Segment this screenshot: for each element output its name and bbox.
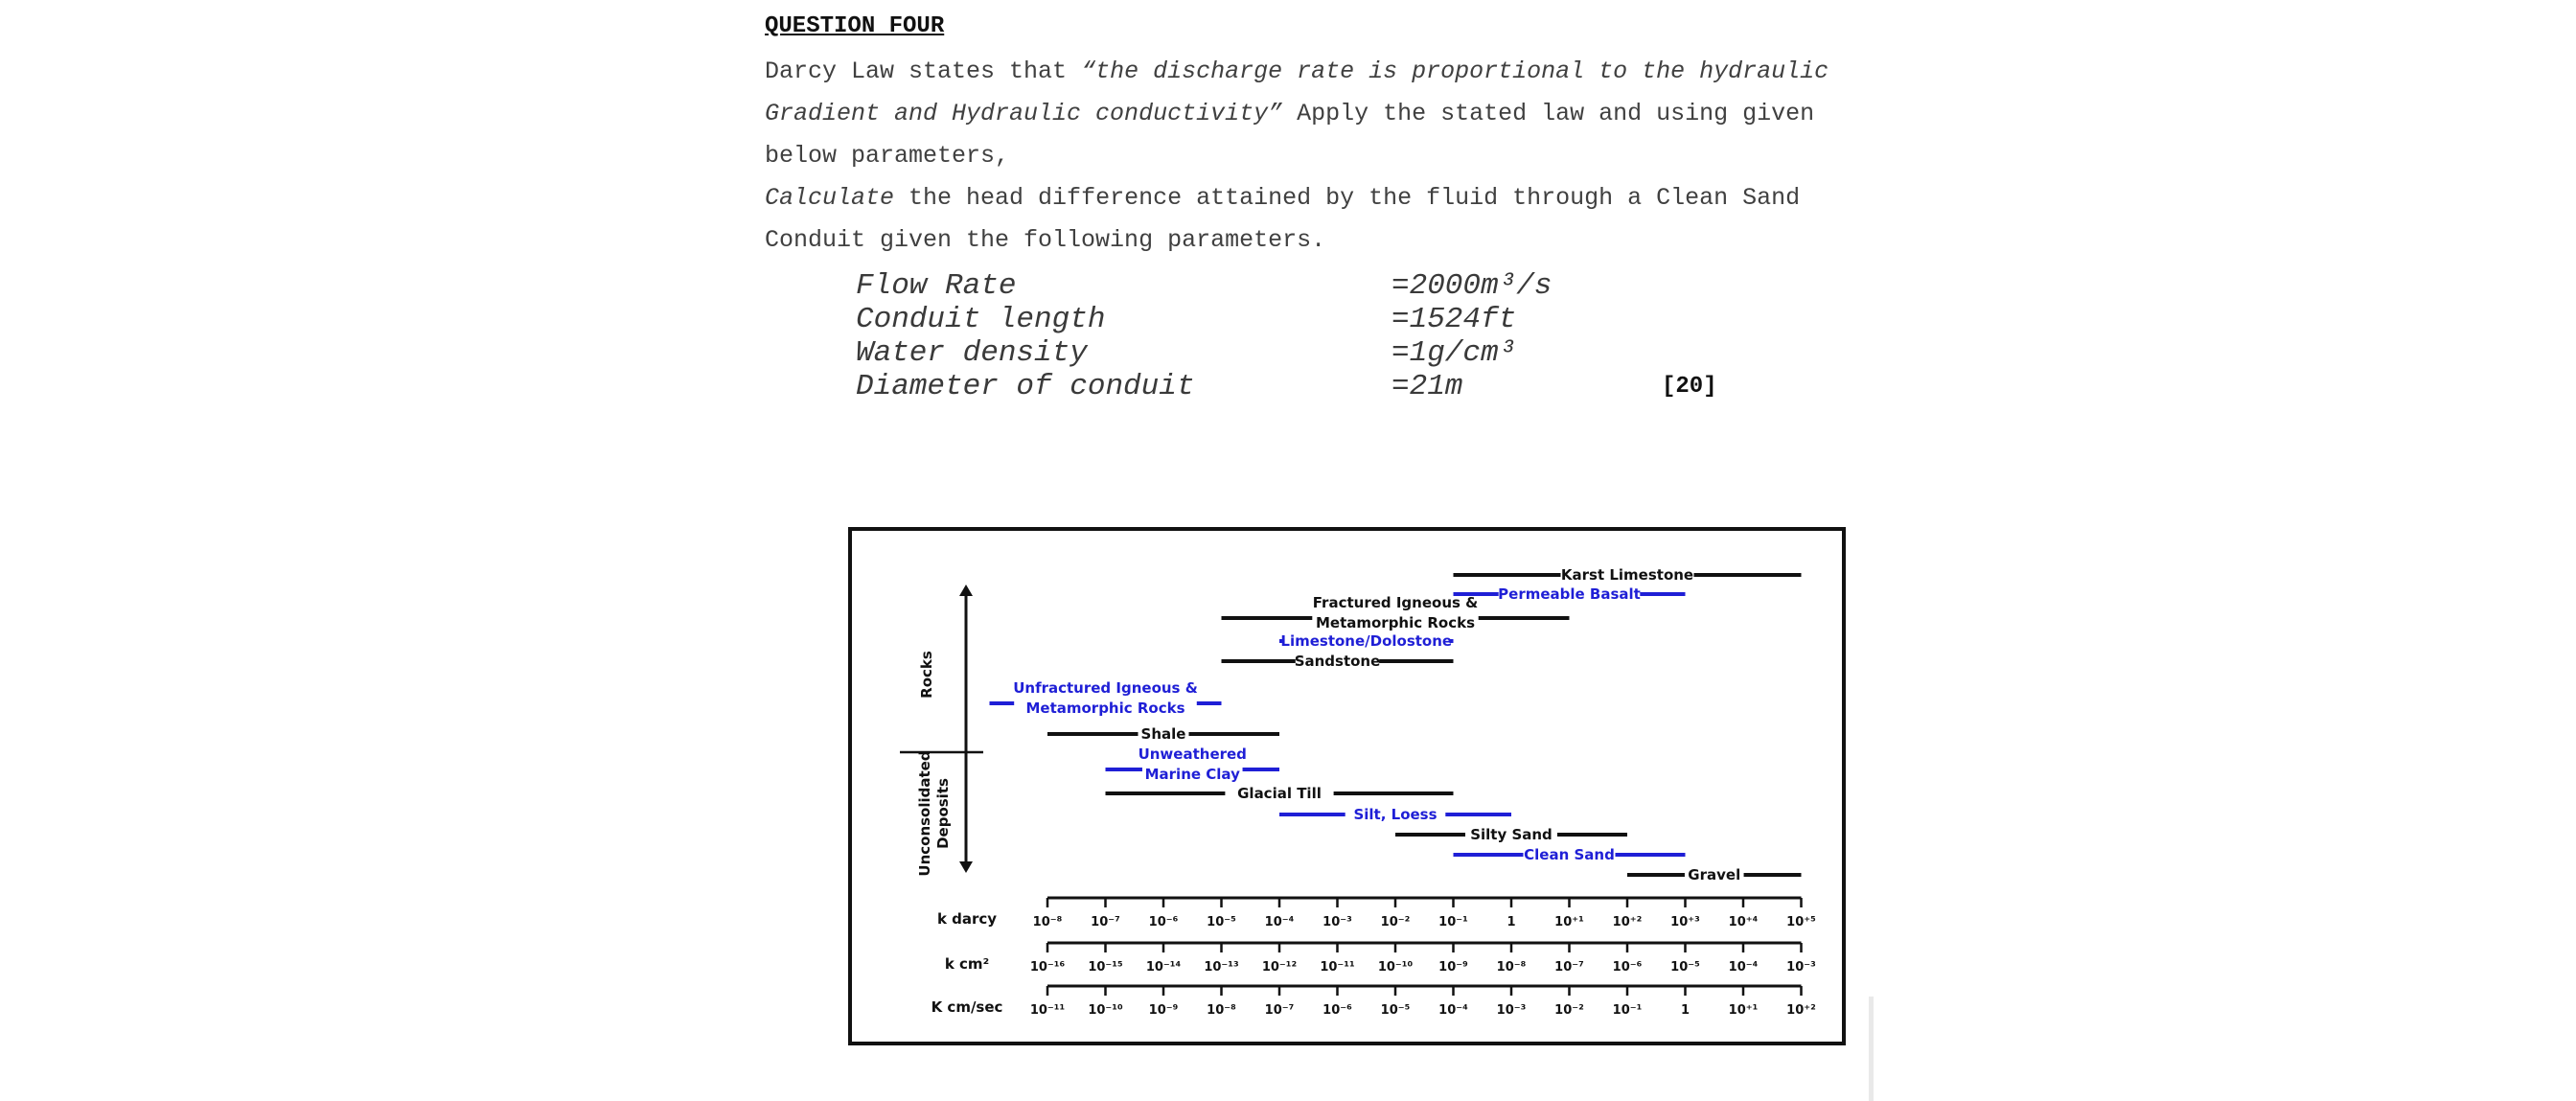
material-silt-loess-label: Silt, Loess <box>1353 806 1438 823</box>
param-label-flow-rate: Flow Rate <box>856 269 1017 303</box>
group-axis-arrow-down <box>959 861 973 873</box>
paragraph-line-5: Conduit given the following parameters. <box>765 226 1326 254</box>
material-unfractured-igneous-label-2: Metamorphic Rocks <box>1025 700 1185 717</box>
axis-k-cm--tick-label: 10⁻¹² <box>1261 960 1298 975</box>
material-clean-sand-label: Clean Sand <box>1524 846 1615 863</box>
group-label-rocks: Rocks <box>918 651 935 699</box>
material-permeable-basalt-label: Permeable Basalt <box>1498 585 1641 603</box>
axis-k-cm--tick-label: 10⁻⁶ <box>1612 960 1643 975</box>
darcy-intro-text: Darcy Law states that <box>765 57 1082 85</box>
param-value-conduit-length: =1524ft <box>1392 303 1517 336</box>
material-unfractured-igneous-label: Unfractured Igneous & <box>1013 679 1198 697</box>
param-label-water-density: Water density <box>856 336 1088 370</box>
material-sandstone-label: Sandstone <box>1294 653 1381 670</box>
calculate-word: Calculate <box>765 184 895 212</box>
axis-k-cm-sec-tick-label: 10⁻¹⁰ <box>1088 1003 1123 1018</box>
apply-law-text: Apply the stated law and using given <box>1282 100 1815 127</box>
marks-badge: [20] <box>1662 374 1717 400</box>
axis-k-cm--tick-label: 10⁻¹¹ <box>1320 960 1355 975</box>
axis-k-cm--tick-label: 10⁻⁷ <box>1554 960 1584 975</box>
axis-k-cm-sec-title: K cm/sec <box>931 998 1003 1016</box>
axis-k-cm-sec-tick-label: 10⁻⁶ <box>1322 1003 1352 1018</box>
axis-k-darcy-tick-label: 10⁺³ <box>1670 915 1700 929</box>
axis-k-cm--title: k cm² <box>944 955 990 973</box>
material-fractured-igneous-label-2: Metamorphic Rocks <box>1315 614 1476 631</box>
axis-k-darcy-tick-label: 10⁻⁸ <box>1032 915 1063 929</box>
darcy-quote-end: Gradient and Hydraulic conductivity” <box>765 100 1283 127</box>
axis-k-cm--tick-label: 10⁻⁵ <box>1670 960 1700 975</box>
axis-k-darcy-tick-label: 10⁺² <box>1612 915 1643 929</box>
axis-k-darcy-tick-label: 10⁻³ <box>1322 915 1352 929</box>
darcy-quote-start: “the discharge rate is proportional to the hydraulic <box>1081 57 1829 85</box>
group-label-unconsolidated: Unconsolidated <box>916 750 933 877</box>
param-value-water-density: =1g/cm³ <box>1392 336 1517 370</box>
axis-k-darcy-tick-label: 10⁺⁴ <box>1728 915 1759 929</box>
axis-k-cm-sec-tick-label: 10⁻³ <box>1496 1003 1527 1018</box>
axis-k-darcy-tick-label: 10⁻⁷ <box>1091 915 1120 929</box>
material-fractured-igneous-label: Fractured Igneous & <box>1312 594 1479 611</box>
param-label-diameter: Diameter of conduit <box>856 370 1195 403</box>
paragraph-line-3: below parameters, <box>765 142 1010 170</box>
axis-k-cm-sec-tick-label: 10⁻⁴ <box>1438 1003 1468 1018</box>
axis-k-cm-sec-tick-label: 10⁻¹ <box>1612 1003 1643 1018</box>
material-limestone-dolostone-label: Limestone/Dolostone <box>1280 632 1453 650</box>
question-title: QUESTION FOUR <box>765 13 945 39</box>
axis-k-darcy-tick-label: 10⁻⁵ <box>1207 915 1236 929</box>
axis-k-cm--tick-label: 10⁻¹⁶ <box>1029 960 1066 975</box>
axis-k-cm--tick-label: 10⁻⁴ <box>1728 960 1759 975</box>
material-silty-sand-label: Silty Sand <box>1470 826 1552 843</box>
axis-k-cm-sec-tick-label: 1 <box>1680 1003 1690 1018</box>
material-karst-limestone-label: Karst Limestone <box>1560 566 1694 584</box>
param-value-flow-rate: =2000m³/s <box>1392 269 1552 303</box>
axis-k-cm-sec-tick-label: 10⁻⁵ <box>1380 1003 1411 1018</box>
axis-k-cm-sec-tick-label: 10⁻⁹ <box>1148 1003 1179 1018</box>
material-unweathered-label: Unweathered <box>1138 745 1247 763</box>
axis-k-cm-sec-tick-label: 10⁺¹ <box>1728 1003 1759 1018</box>
axis-k-cm-sec-tick-label: 10⁺² <box>1786 1003 1816 1018</box>
material-shale-label: Shale <box>1140 725 1186 743</box>
axis-k-darcy-tick-label: 10⁻¹ <box>1438 915 1468 929</box>
param-value-diameter: =21m <box>1392 370 1463 403</box>
axis-k-cm-sec-tick-label: 10⁻⁷ <box>1264 1003 1295 1018</box>
group-label-deposits: Deposits <box>934 778 952 849</box>
axis-k-cm-sec-tick-label: 10⁻² <box>1554 1003 1584 1018</box>
paragraph-line-4 <box>765 177 1843 219</box>
axis-k-darcy-title: k darcy <box>936 910 998 928</box>
axis-k-darcy-tick-label: 1 <box>1506 915 1516 929</box>
axis-k-cm--tick-label: 10⁻¹⁵ <box>1088 960 1123 975</box>
material-glacial-till-label: Glacial Till <box>1237 785 1322 802</box>
calculate-text: the head difference attained by the fluid through a Clean Sand <box>894 184 1801 212</box>
group-axis-arrow-up <box>959 585 973 596</box>
permeability-chart <box>848 527 1846 1045</box>
axis-k-darcy-tick-label: 10⁻⁶ <box>1148 915 1179 929</box>
axis-k-darcy-tick-label: 10⁺¹ <box>1554 915 1584 929</box>
param-label-conduit-length: Conduit length <box>856 303 1106 336</box>
scrollbar[interactable] <box>1869 997 1874 1101</box>
paragraph-line-2 <box>765 93 1843 135</box>
axis-k-cm--tick-label: 10⁻⁹ <box>1438 960 1468 975</box>
axis-k-darcy-tick-label: 10⁻² <box>1380 915 1411 929</box>
axis-k-cm--tick-label: 10⁻³ <box>1786 960 1816 975</box>
axis-k-cm--tick-label: 10⁻¹⁴ <box>1145 960 1182 975</box>
axis-k-cm--tick-label: 10⁻¹³ <box>1204 960 1239 975</box>
axis-k-darcy-tick-label: 10⁻⁴ <box>1264 915 1295 929</box>
paragraph-line-1 <box>765 51 1843 93</box>
material-unweathered-label-2: Marine Clay <box>1144 766 1240 783</box>
axis-k-darcy-tick-label: 10⁺⁵ <box>1786 915 1816 929</box>
axis-k-cm--tick-label: 10⁻⁸ <box>1496 960 1527 975</box>
axis-k-cm-sec-tick-label: 10⁻¹¹ <box>1029 1003 1066 1018</box>
axis-k-cm--tick-label: 10⁻¹⁰ <box>1377 960 1414 975</box>
permeability-chart-svg <box>852 531 1842 1042</box>
axis-k-cm-sec-tick-label: 10⁻⁸ <box>1207 1003 1236 1018</box>
material-gravel-label: Gravel <box>1688 866 1741 883</box>
